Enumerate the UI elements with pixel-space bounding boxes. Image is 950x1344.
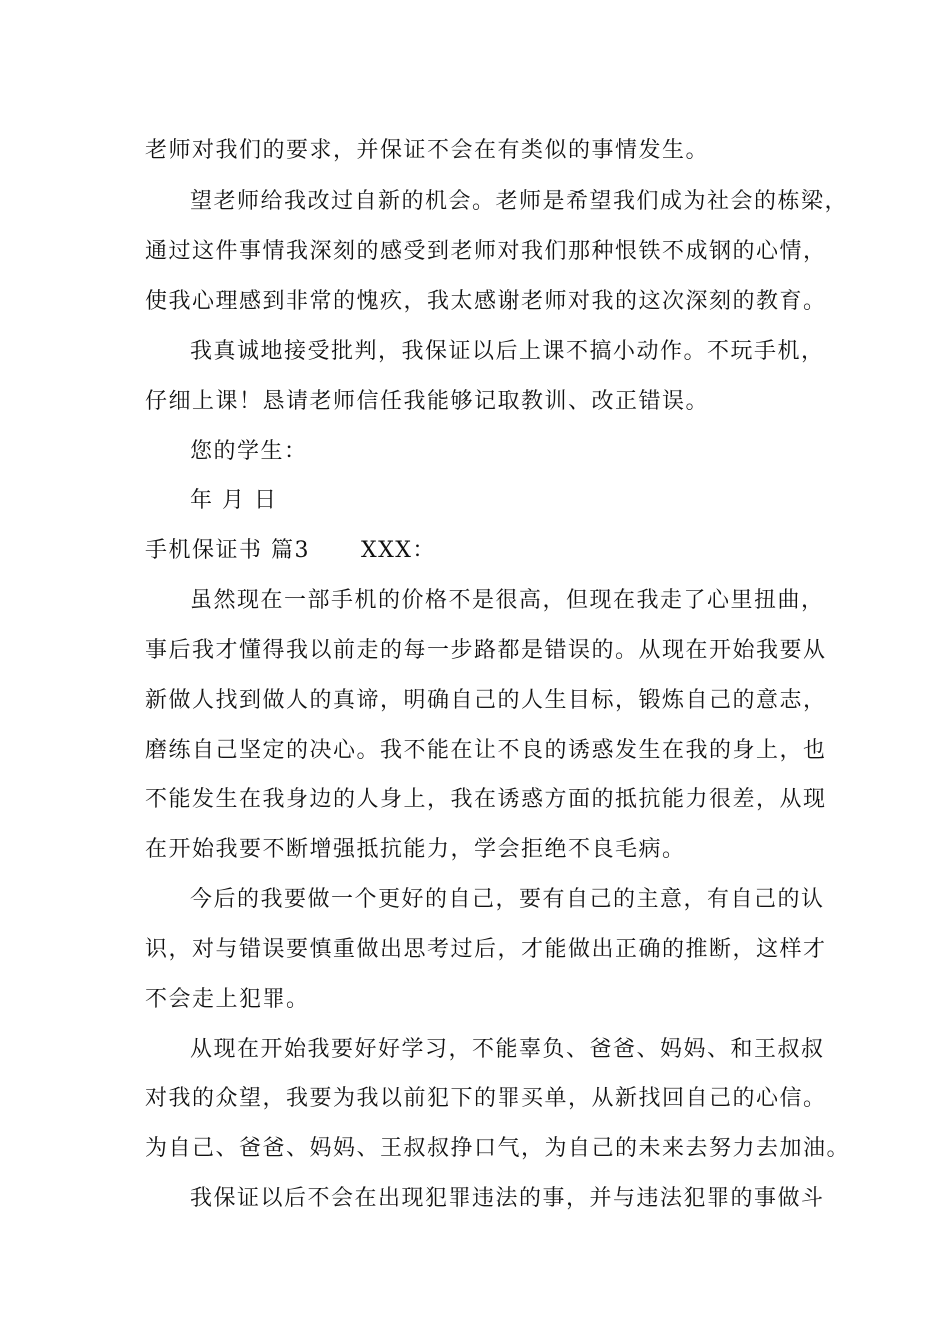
date-line: 年 月 日: [190, 488, 278, 513]
text-line: 新做人找到做人的真谛，明确自己的人生目标，锻炼自己的意志，: [145, 688, 827, 713]
text-line: 望老师给我改过自新的机会。老师是希望我们成为社会的栋梁，: [190, 189, 849, 214]
text-line: 在开始我要不断增强抵抗能力，学会拒绝不良毛病。: [145, 837, 686, 862]
text-line: 今后的我要做一个更好的自己，要有自己的主意，有自己的认: [190, 887, 825, 912]
text-line: 我保证以后不会在出现犯罪违法的事，并与违法犯罪的事做斗: [190, 1186, 825, 1211]
text-line: 我真诚地接受批判，我保证以后上课不搞小动作。不玩手机，: [190, 339, 825, 364]
text-line: 仔细上课！恳请老师信任我能够记取教训、改正错误。: [145, 389, 710, 414]
text-line: 从现在开始我要好好学习，不能辜负、爸爸、妈妈、和王叔叔: [190, 1037, 825, 1062]
text-line: 不会走上犯罪。: [145, 987, 310, 1012]
text-line: 不能发生在我身边的人身上，我在诱惑方面的抵抗能力很差，从现: [145, 787, 827, 812]
text-line: 使我心理感到非常的愧疚，我太感谢老师对我的这次深刻的教育。: [145, 289, 827, 314]
text-line: 对我的众望，我要为我以前犯下的罪买单，从新找回自己的心信。: [145, 1086, 827, 1111]
text-line: 虽然现在一部手机的价格不是很高，但现在我走了心里扭曲，: [190, 588, 825, 613]
text-line: 事后我才懂得我以前走的每一步路都是错误的。从现在开始我要从: [145, 638, 827, 663]
text-line: 识，对与错误要慎重做出思考过后，才能做出正确的推断，这样才: [145, 937, 827, 962]
text-line: 为自己、爸爸、妈妈、王叔叔挣口气，为自己的未来去努力去加油。: [145, 1136, 851, 1161]
signature-label: 您的学生：: [190, 439, 308, 464]
text-line: 磨练自己坚定的决心。我不能在让不良的诱惑发生在我的身上，也: [145, 738, 827, 763]
text-line: 通过这件事情我深刻的感受到老师对我们那种恨铁不成钢的心情，: [145, 239, 827, 264]
text-line: 老师对我们的要求，并保证不会在有类似的事情发生。: [145, 138, 710, 163]
section-heading: 手机保证书 篇3 XXX：: [145, 538, 436, 563]
